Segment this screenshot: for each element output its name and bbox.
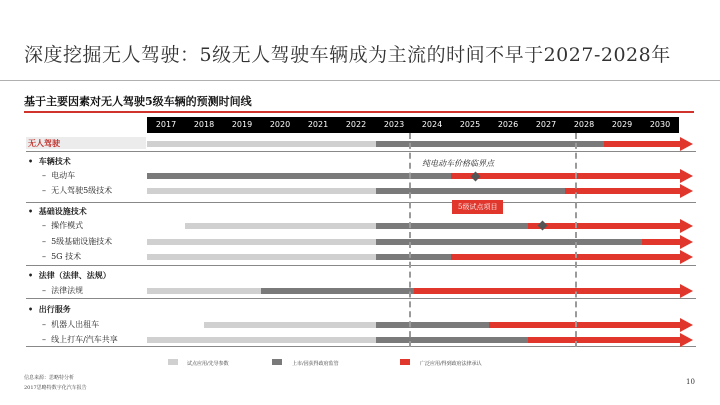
- dash: –: [42, 186, 46, 195]
- row-separator: [26, 346, 696, 347]
- timeline-bar: [147, 288, 261, 294]
- dash: –: [42, 252, 46, 261]
- arrowhead: [680, 235, 693, 249]
- row-label-vehicle-tech: [28, 156, 146, 167]
- category-label: 法律（法律、法规）: [38, 270, 111, 280]
- year-label: 2023: [383, 120, 405, 129]
- legend-label: 广泛应用/得到政府法律承认: [420, 361, 482, 367]
- item-label: 5级基础设施技术: [51, 237, 113, 246]
- row-label-law: [28, 270, 146, 281]
- item-label: 机器人出租车: [51, 320, 100, 329]
- timeline-bar: [565, 188, 680, 194]
- header-row-label: 无人驾驶: [28, 138, 60, 148]
- category-label: 出行服务: [38, 304, 71, 314]
- timeline-bar: [147, 141, 376, 147]
- bullet: •: [28, 304, 34, 314]
- dash: –: [42, 335, 46, 344]
- year-label: 2021: [307, 120, 329, 129]
- year-label: 2027: [535, 120, 557, 129]
- timeline-bar: [147, 188, 376, 194]
- arrowhead: [680, 169, 693, 183]
- row-separator: [26, 265, 696, 266]
- timeline-bar: [451, 254, 680, 260]
- item-label: 操作模式: [51, 221, 84, 230]
- row-label-ride-hailing: [42, 334, 160, 345]
- timeline-bar: [376, 223, 528, 229]
- category-label: 基础设施技术: [38, 206, 87, 216]
- timeline-bar: [147, 337, 376, 343]
- annotation-l5-pilot: 5级试点项目: [452, 200, 503, 214]
- dash: –: [42, 320, 46, 329]
- timeline-bar: [147, 239, 376, 245]
- page-number: 10: [686, 378, 695, 386]
- timeline-bar: [376, 322, 489, 328]
- annotation-ev-parity: 纯电动车价格临界点: [422, 159, 494, 168]
- timeline-bar: [185, 223, 376, 229]
- timeline-bar: [604, 141, 680, 147]
- arrowhead: [680, 284, 693, 298]
- timeline-bar: [147, 254, 376, 260]
- row-label-infra-tech: [28, 206, 146, 217]
- row-separator: [26, 202, 696, 203]
- row-label-regulation: [42, 285, 160, 296]
- subtitle-underline: [24, 111, 694, 113]
- timeline-bar: [489, 322, 680, 328]
- row-separator: [26, 151, 696, 152]
- legend-swatch: [168, 359, 178, 365]
- timeline-bar: [528, 223, 680, 229]
- item-label: 法律法规: [51, 286, 84, 295]
- year-label: 2022: [345, 120, 367, 129]
- bullet: •: [28, 270, 34, 280]
- row-label-l5-tech: [42, 185, 160, 196]
- timeline-bar: [414, 288, 680, 294]
- dash: –: [42, 237, 46, 246]
- arrowhead: [680, 333, 693, 347]
- year-label: 2030: [649, 120, 671, 129]
- legend-swatch: [272, 359, 282, 365]
- timeline-bar: [528, 337, 680, 343]
- bullet: •: [28, 206, 34, 216]
- timeline-bar: [376, 188, 565, 194]
- year-label: 2025: [459, 120, 481, 129]
- row-label-5g: [42, 251, 160, 262]
- reference-line-2023: [409, 133, 411, 347]
- year-header: [147, 117, 679, 133]
- timeline-bar: [376, 337, 528, 343]
- row-label-ev: [42, 170, 160, 181]
- legend-swatch: [400, 359, 410, 365]
- timeline-bar: [147, 173, 451, 179]
- row-separator: [26, 298, 696, 299]
- timeline-bar: [451, 173, 680, 179]
- reference-line-2028: [575, 133, 577, 347]
- row-label-mobility: [28, 304, 146, 315]
- year-label: 2024: [421, 120, 443, 129]
- timeline-bar: [204, 322, 376, 328]
- year-label: 2028: [573, 120, 595, 129]
- legend-label: 上市/因获得政府监管: [292, 361, 339, 367]
- row-label-operation-mode: [42, 220, 160, 231]
- timeline-bar: [376, 254, 451, 260]
- dash: –: [42, 221, 46, 230]
- arrowhead: [680, 219, 693, 233]
- row-label-robotaxi: [42, 319, 160, 330]
- page-title: 深度挖掘无人驾驶：5级无人驾驶车辆成为主流的时间不早于2027-2028年: [24, 44, 671, 66]
- arrowhead: [680, 250, 693, 264]
- item-label: 5G 技术: [51, 252, 82, 261]
- bullet: •: [28, 156, 34, 166]
- year-label: 2026: [497, 120, 519, 129]
- year-label: 2020: [269, 120, 291, 129]
- timeline-bar: [642, 239, 680, 245]
- timeline-bar: [261, 288, 414, 294]
- row-label-l5-infra: [42, 236, 160, 247]
- chart-subtitle: 基于主要因素对无人驾驶5级车辆的预测时间线: [24, 95, 252, 108]
- report-name: 2017思略特数字化汽车报告: [24, 385, 87, 391]
- source-note: 信息来源：思略特分析: [24, 375, 75, 381]
- legend-label: 试点应用/先导参数: [187, 361, 229, 367]
- item-label: 线上打车/汽车共享: [51, 335, 118, 344]
- year-label: 2017: [155, 120, 177, 129]
- arrowhead: [680, 318, 693, 332]
- dash: –: [42, 171, 46, 180]
- year-label: 2029: [611, 120, 633, 129]
- item-label: 电动车: [51, 171, 76, 180]
- arrowhead: [680, 137, 693, 151]
- year-label: 2018: [193, 120, 215, 129]
- year-label: 2019: [231, 120, 253, 129]
- dash: –: [42, 286, 46, 295]
- timeline-bar: [376, 239, 642, 245]
- category-label: 车辆技术: [38, 156, 71, 166]
- item-label: 无人驾驶5级技术: [51, 186, 113, 195]
- arrowhead: [680, 184, 693, 198]
- title-divider: [0, 80, 720, 81]
